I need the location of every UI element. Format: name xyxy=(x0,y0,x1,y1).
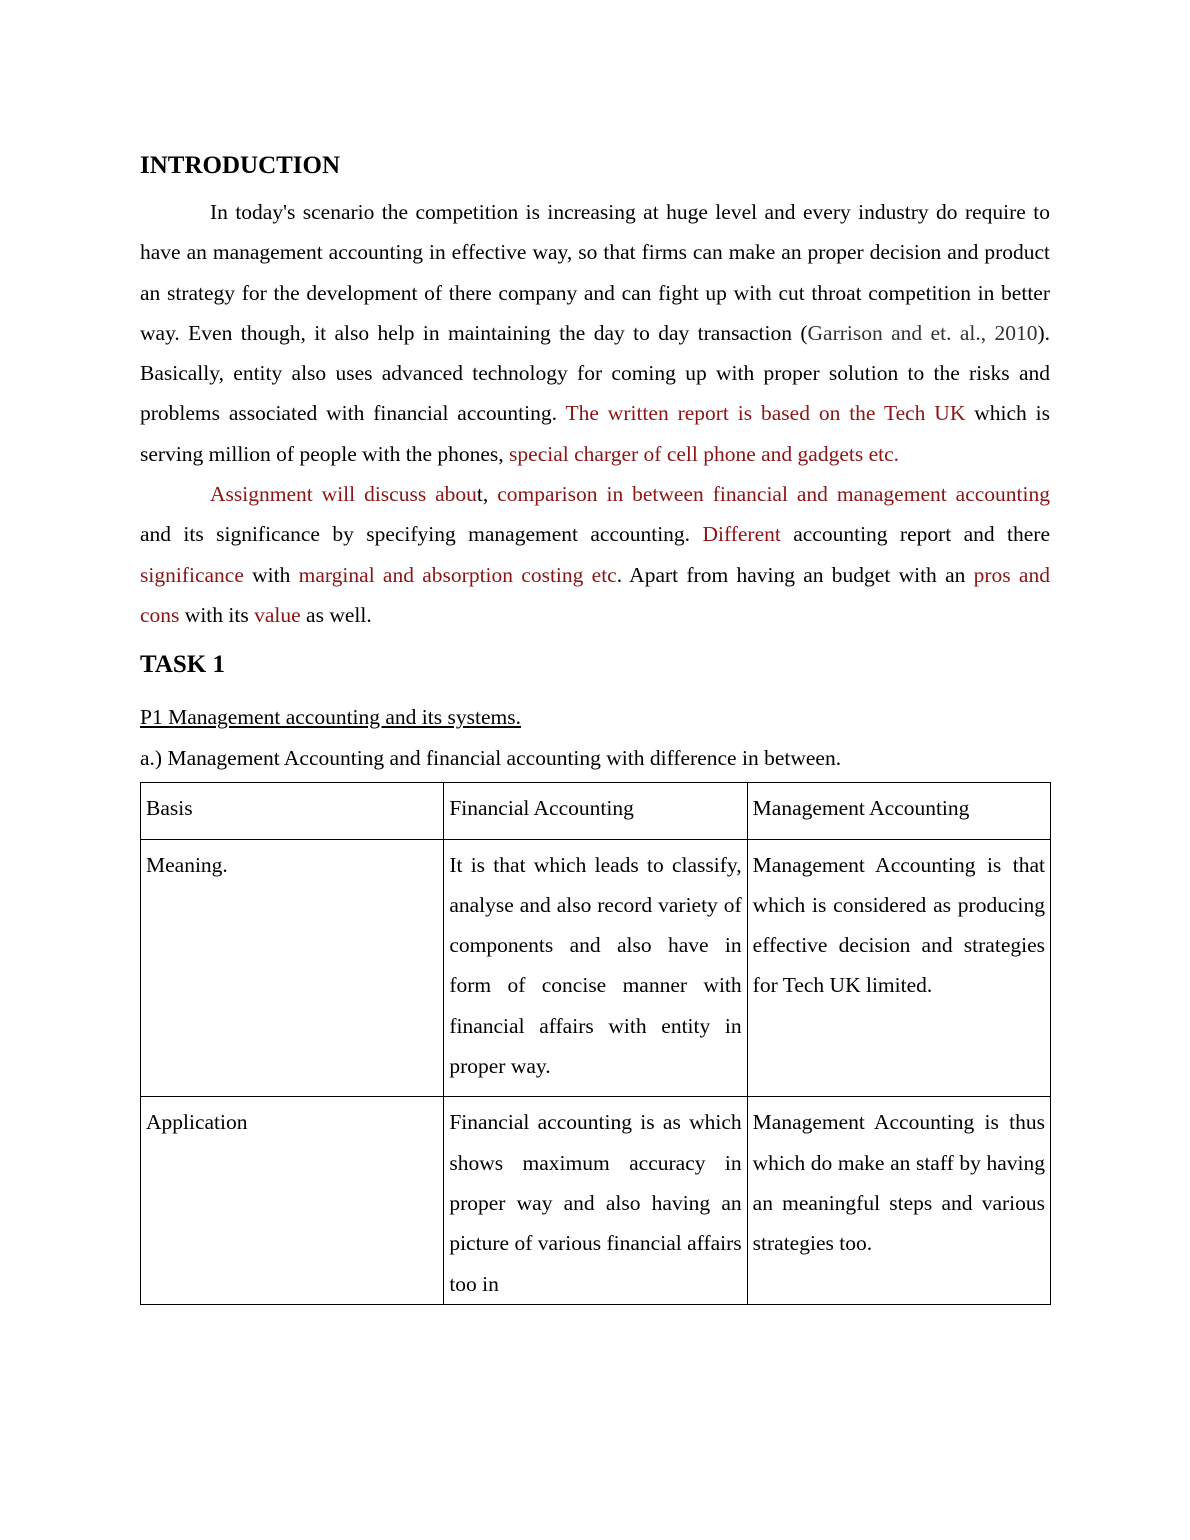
highlighted-text: comparison in between financial and management accounting xyxy=(497,482,1050,507)
header-financial: Financial Accounting xyxy=(444,783,747,839)
task1-heading: TASK 1 xyxy=(140,651,225,679)
intro-paragraph-2 xyxy=(140,474,1050,635)
cell-management: Management Accounting is that which is considered as producing effective decision and strategies for Tech UK limited. xyxy=(747,839,1050,1097)
header-management: Management Accounting xyxy=(747,783,1050,839)
highlighted-text: Assignment will discuss abou xyxy=(210,482,477,507)
highlighted-text: Different xyxy=(702,522,781,547)
text-run: ). Basically, entity also uses advanced technology for coming up with proper solution to the risks and problems associated with financial accounting. xyxy=(140,320,1051,426)
introduction-heading: INTRODUCTION xyxy=(140,152,341,179)
cell-management: Management Accounting is thus which do make an staff by having an meaningful steps and various strategies too. xyxy=(747,1097,1050,1304)
cell-financial: Financial accounting is as which shows maximum accuracy in proper way and also having an picture of various financial affairs too in xyxy=(444,1097,747,1304)
highlighted-text: pros and cons xyxy=(140,562,1050,627)
text-run: accounting report and there xyxy=(780,522,1051,547)
task1-lead: a.) Management Accounting and financial accounting with difference in between. xyxy=(140,746,842,771)
highlighted-text: marginal and absorption costing etc xyxy=(298,562,617,587)
table-row xyxy=(141,839,1051,1097)
text-run: which is serving million of people with the phones, xyxy=(140,401,1050,466)
cell-basis: Meaning. xyxy=(141,839,444,1097)
citation: Garrison and et. al., 2010 xyxy=(807,320,1038,345)
highlighted-text: value xyxy=(254,602,301,627)
text-run: with xyxy=(243,562,299,587)
intro-paragraph-1 xyxy=(140,192,1050,474)
header-basis: Basis xyxy=(141,783,444,839)
cell-basis: Application xyxy=(141,1097,444,1304)
document-page xyxy=(140,148,1050,1305)
highlighted-text: special charger of cell phone and gadgets etc. xyxy=(509,441,900,466)
cell-financial: It is that which leads to classify, analyse and also record variety of components and also have in form of concise manner with financial affairs with entity in proper way. xyxy=(444,839,747,1097)
text-run: as well. xyxy=(300,602,372,627)
table-header-row xyxy=(141,783,1051,839)
text-run: . Apart from having an budget with an xyxy=(616,562,974,587)
text-run: with its xyxy=(179,602,255,627)
task1-subheading: P1 Management accounting and its systems. xyxy=(140,705,521,730)
table-row xyxy=(141,1097,1051,1304)
text-run: and its significance by specifying management accounting. xyxy=(140,522,703,547)
text-run: In today's scenario the competition is increasing at huge level and every industry do require to have an management accounting in effective way, so that firms can make an proper decision and product an strategy for the development of there company and can fight up with cut throat competition in better way. Even though, it also help in maintaining the day to day transaction ( xyxy=(140,200,1050,345)
text-run: t, xyxy=(476,482,498,507)
comparison-table xyxy=(140,782,1051,1305)
highlighted-text: significance xyxy=(140,562,244,587)
highlighted-text: The written report is based on the Tech UK xyxy=(565,401,966,426)
